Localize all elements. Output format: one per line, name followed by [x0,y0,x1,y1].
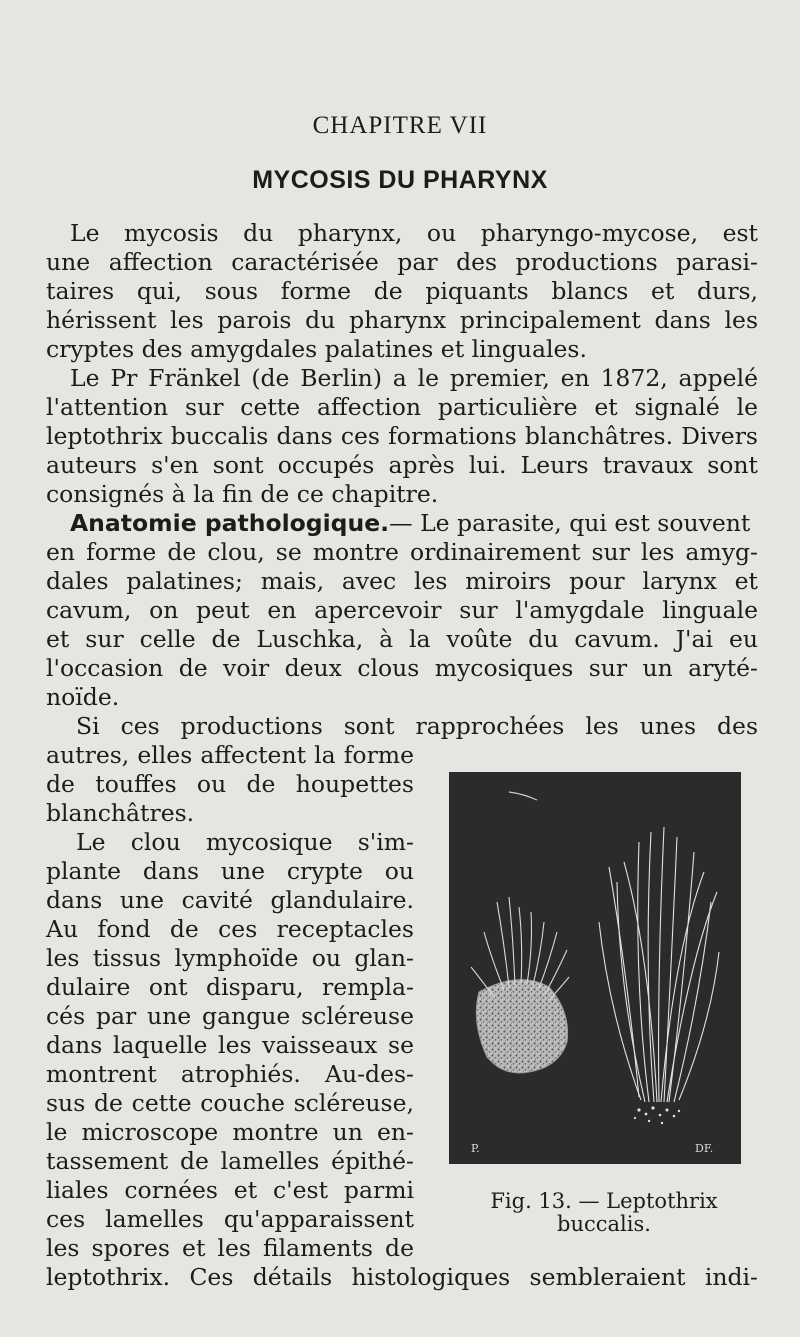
paragraph-3-first-line-rest: — Le parasite, qui est souvent [389,509,751,537]
paragraph-2-line: Le Pr Fränkel (de Berlin) a le premier, en 1872, appelé [70,364,758,392]
paragraph-5-line: ces lamelles qu'apparaissent [46,1205,414,1233]
paragraph-5-line: dans une cavité glandulaire. [46,886,414,914]
paragraph-5-line: cés par une gangue scléreuse [46,1002,414,1030]
paragraph-5-line: liales cornées et c'est parmi [46,1176,414,1204]
paragraph-5-line: sus de cette couche scléreuse, [46,1089,414,1117]
paragraph-5-line: les spores et les filaments de [46,1234,414,1262]
caption-line: Fig. 13. — Leptothrix [490,1189,718,1213]
paragraph-3-line: l'occasion de voir deux clous mycosiques sur un aryté- [46,654,758,682]
signature-left: P. [471,1142,480,1155]
paragraph-5-line: Le clou mycosique s'im- [76,828,414,856]
paragraph-5-line: Au fond de ces receptacles [46,915,414,943]
paragraph-3-line: cavum, on peut en apercevoir sur l'amygdale linguale [46,596,758,624]
paragraph-1-line: taires qui, sous forme de piquants blancs et durs, [46,277,758,305]
paragraph-5-line: montrent atrophiés. Au-des- [46,1060,414,1088]
mark-line [509,792,537,800]
paragraph-3-line: noïde. [46,683,120,711]
paragraph-4-line: Si ces productions sont rapprochées les unes des [76,712,758,740]
caption-line: buccalis. [557,1212,651,1236]
paragraph-5-line: dans laquelle les vaisseaux se [46,1031,414,1059]
spore-dots [634,1106,680,1124]
chapter-heading: CHAPITRE VII [312,112,488,139]
paragraph-3-line: dales palatines; mais, avec les miroirs pour larynx et [46,567,758,595]
figure-caption [448,1190,760,1236]
paragraph-5-line: dulaire ont disparu, rempla- [46,973,414,1001]
paragraph-4-line: blanchâtres. [46,799,195,827]
paragraph-2-line: l'attention sur cette affection particulière et signalé le [46,393,758,421]
paragraph-3-line: et sur celle de Luschka, à la voûte du cavum. J'ai eu [46,625,758,653]
paragraph-2-line: leptothrix buccalis dans ces formations blanchâtres. Divers [46,422,758,450]
right-filaments [599,827,719,1102]
paragraph-2-line: auteurs s'en sont occupés après lui. Leurs travaux sont [46,451,758,479]
spore-clump [476,980,567,1073]
leptothrix-drawing [449,772,741,1164]
section-heading: Anatomie pathologique. [70,509,390,537]
paragraph-5-line: plante dans une crypte ou [46,857,414,885]
signature-right: DF. [695,1142,714,1155]
paragraph-1-line: hérissent les parois du pharynx principalement dans les [46,306,758,334]
paragraph-1-line: Le mycosis du pharynx, ou pharyngo-mycose, est [70,219,758,247]
paragraph-5-line: tassement de lamelles épithé- [46,1147,414,1175]
paragraph-3-first-line [70,509,758,538]
paragraph-1-line: une affection caractérisée par des productions parasi- [46,248,758,276]
paragraph-5-line: leptothrix. Ces détails histologiques sembleraient indi- [46,1263,758,1291]
paragraph-4-line: autres, elles affectent la forme [46,741,414,769]
leptothrix-illustration [449,772,741,1164]
paragraph-4-line: de touffes ou de houpettes [46,770,414,798]
paragraph-5-line: le microscope montre un en- [46,1118,414,1146]
paragraph-1-line: cryptes des amygdales palatines et linguales. [46,335,587,363]
paragraph-5-line: les tissus lymphoïde ou glan- [46,944,414,972]
paragraph-3-line: en forme de clou, se montre ordinairement sur les amyg- [46,538,758,566]
chapter-title: MYCOSIS DU PHARYNX [252,166,548,194]
paragraph-2-line: consignés à la fin de ce chapitre. [46,480,439,508]
